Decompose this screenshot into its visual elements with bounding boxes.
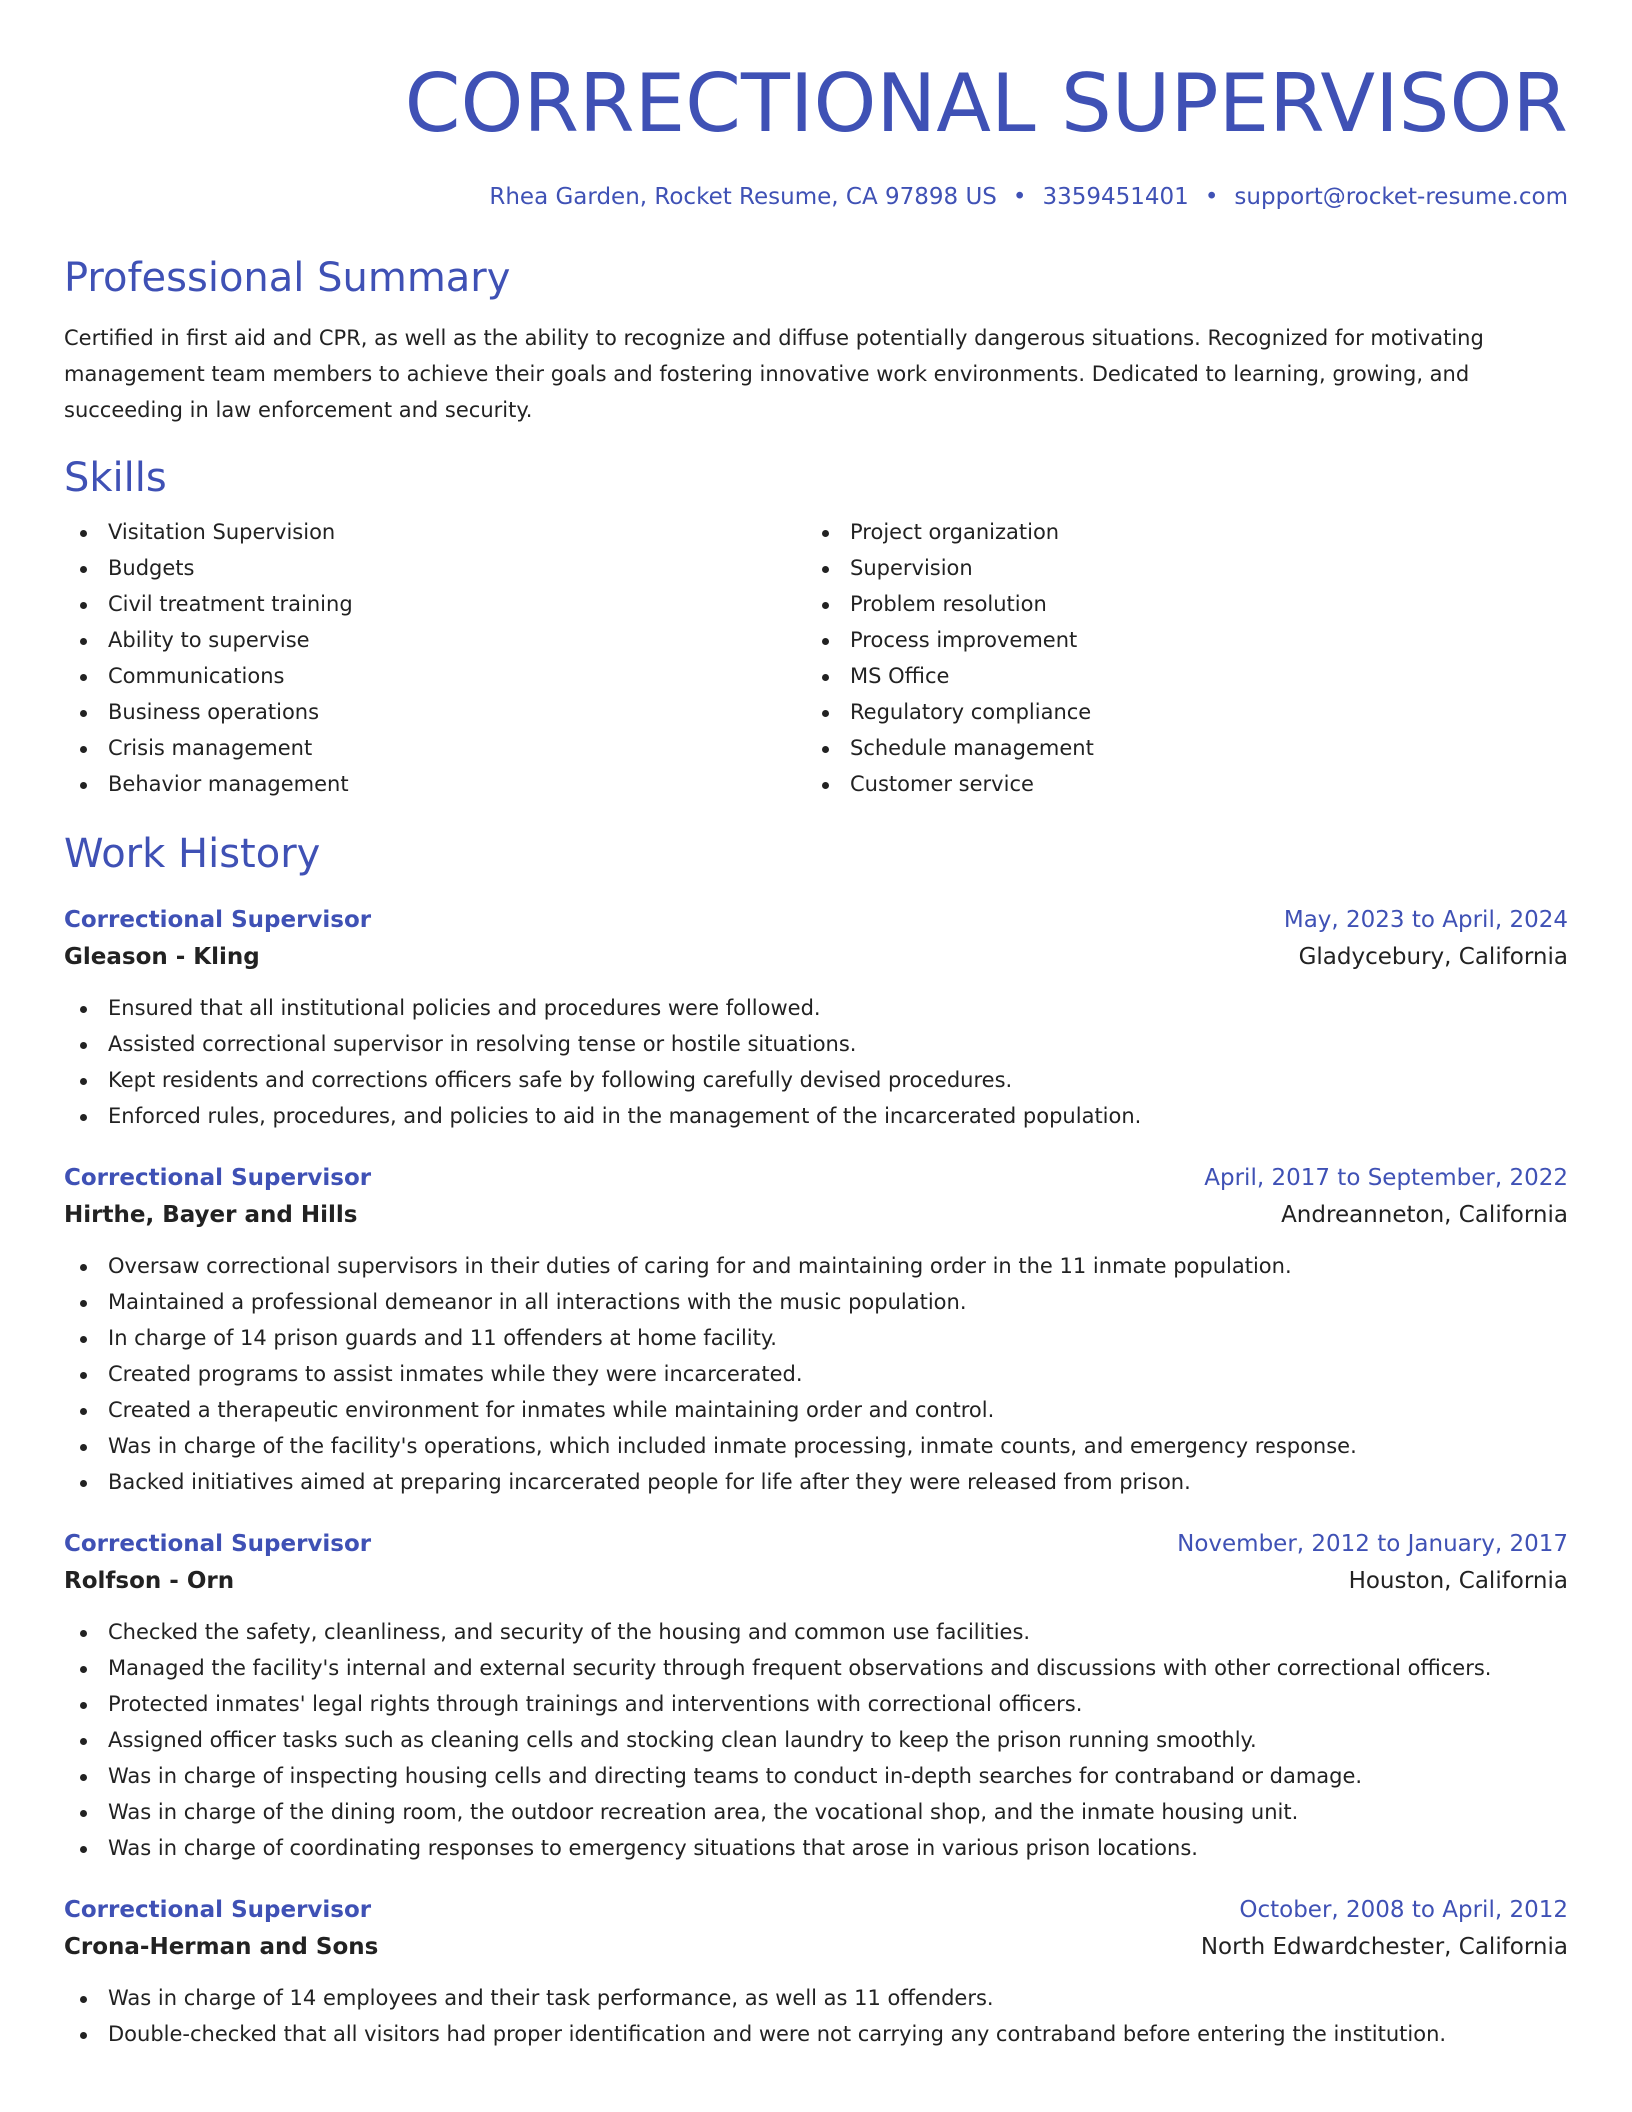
resume-page xyxy=(64,0,1568,2052)
job-bullet: Double-checked that all visitors had proper identification and were not carrying any contraband before entering the institution. xyxy=(64,2016,1568,2052)
job-company: Hirthe, Bayer and Hills xyxy=(64,1202,358,1228)
skill-item: Visitation Supervision xyxy=(64,514,806,550)
job-entry xyxy=(64,1160,1568,1500)
skill-item: Process improvement xyxy=(806,622,1548,658)
skill-item: Problem resolution xyxy=(806,586,1548,622)
job-location: Houston, California xyxy=(1348,1568,1568,1594)
job-dates: April, 2017 to September, 2022 xyxy=(1204,1165,1568,1191)
job-bullets xyxy=(64,1248,1568,1500)
job-entry xyxy=(64,902,1568,1134)
resume-name: CORRECTIONAL SUPERVISOR xyxy=(404,57,1568,150)
job-title: Correctional Supervisor xyxy=(64,907,372,933)
contact-address: Rhea Garden, Rocket Resume, CA 97898 US xyxy=(489,184,997,210)
job-company: Gleason - Kling xyxy=(64,944,260,970)
contact-separator: • xyxy=(1012,184,1027,210)
job-entry xyxy=(64,1892,1568,2052)
job-title: Correctional Supervisor xyxy=(64,1165,372,1191)
job-dates: May, 2023 to April, 2024 xyxy=(1283,907,1568,933)
job-bullet: Managed the facility's internal and external security through frequent observations and discussions with other correctional officers. xyxy=(64,1650,1568,1686)
skill-item: Customer service xyxy=(806,766,1548,802)
skill-item: Regulatory compliance xyxy=(806,694,1548,730)
job-bullet: Backed initiatives aimed at preparing incarcerated people for life after they were released from prison. xyxy=(64,1464,1568,1500)
summary-text: Certified in first aid and CPR, as well as the ability to recognize and diffuse potentially dangerous situations. Recognized for motivating management team members to achieve their goals and fostering innovative work environments. Dedicated to learning, growing, and succeeding in law enforcement and security. xyxy=(64,326,1484,422)
contact-email: support@rocket-resume.com xyxy=(1234,184,1568,210)
job-bullet: Oversaw correctional supervisors in their duties of caring for and maintaining order in the 11 inmate population. xyxy=(64,1248,1568,1284)
job-bullet: Was in charge of the facility's operations, which included inmate processing, inmate counts, and emergency response. xyxy=(64,1428,1568,1464)
skills-column-left xyxy=(64,514,806,802)
skill-item: Behavior management xyxy=(64,766,806,802)
job-location: Andreanneton, California xyxy=(1281,1202,1568,1228)
job-bullet: Assisted correctional supervisor in resolving tense or hostile situations. xyxy=(64,1026,1568,1062)
job-location: Gladycebury, California xyxy=(1298,944,1568,970)
job-entry xyxy=(64,1526,1568,1866)
job-dates: October, 2008 to April, 2012 xyxy=(1239,1897,1568,1923)
skill-item: Project organization xyxy=(806,514,1548,550)
job-bullets xyxy=(64,990,1568,1134)
job-bullet: Was in charge of inspecting housing cells and directing teams to conduct in-depth searches for contraband or damage. xyxy=(64,1758,1568,1794)
skill-item: Ability to supervise xyxy=(64,622,806,658)
summary-heading: Professional Summary xyxy=(64,255,511,301)
job-bullet: In charge of 14 prison guards and 11 offenders at home facility. xyxy=(64,1320,1568,1356)
job-title: Correctional Supervisor xyxy=(64,1897,372,1923)
work-history-heading: Work History xyxy=(64,831,321,877)
skills-heading: Skills xyxy=(64,455,167,501)
skills-list xyxy=(64,514,1568,802)
contact-phone: 3359451401 xyxy=(1042,184,1189,210)
job-bullets xyxy=(64,1614,1568,1866)
job-bullet: Was in charge of 14 employees and their task performance, as well as 11 offenders. xyxy=(64,1980,1568,2016)
skill-item: Supervision xyxy=(806,550,1548,586)
job-bullet: Assigned officer tasks such as cleaning cells and stocking clean laundry to keep the prison running smoothly. xyxy=(64,1722,1568,1758)
job-dates: November, 2012 to January, 2017 xyxy=(1177,1531,1568,1557)
job-bullet: Enforced rules, procedures, and policies to aid in the management of the incarcerated population. xyxy=(64,1098,1568,1134)
job-bullet: Maintained a professional demeanor in all interactions with the music population. xyxy=(64,1284,1568,1320)
skill-item: Budgets xyxy=(64,550,806,586)
job-company: Rolfson - Orn xyxy=(64,1568,235,1594)
job-bullet: Kept residents and corrections officers safe by following carefully devised procedures. xyxy=(64,1062,1568,1098)
skill-item: Business operations xyxy=(64,694,806,730)
job-bullet: Was in charge of coordinating responses to emergency situations that arose in various prison locations. xyxy=(64,1830,1568,1866)
job-title: Correctional Supervisor xyxy=(64,1531,372,1557)
skill-item: Crisis management xyxy=(64,730,806,766)
job-bullet: Was in charge of the dining room, the outdoor recreation area, the vocational shop, and the inmate housing unit. xyxy=(64,1794,1568,1830)
job-location: North Edwardchester, California xyxy=(1200,1934,1568,1960)
skill-item: MS Office xyxy=(806,658,1548,694)
skill-item: Communications xyxy=(64,658,806,694)
contact-separator: • xyxy=(1204,184,1219,210)
job-bullet: Created a therapeutic environment for inmates while maintaining order and control. xyxy=(64,1392,1568,1428)
job-bullet: Created programs to assist inmates while they were incarcerated. xyxy=(64,1356,1568,1392)
job-bullets xyxy=(64,1980,1568,2052)
job-bullet: Checked the safety, cleanliness, and security of the housing and common use facilities. xyxy=(64,1614,1568,1650)
skill-item: Schedule management xyxy=(806,730,1548,766)
skill-item: Civil treatment training xyxy=(64,586,806,622)
job-bullet: Protected inmates' legal rights through trainings and interventions with correctional officers. xyxy=(64,1686,1568,1722)
skills-column-right xyxy=(806,514,1548,802)
contact-line xyxy=(64,182,1568,212)
job-company: Crona-Herman and Sons xyxy=(64,1934,379,1960)
job-bullet: Ensured that all institutional policies and procedures were followed. xyxy=(64,990,1568,1026)
